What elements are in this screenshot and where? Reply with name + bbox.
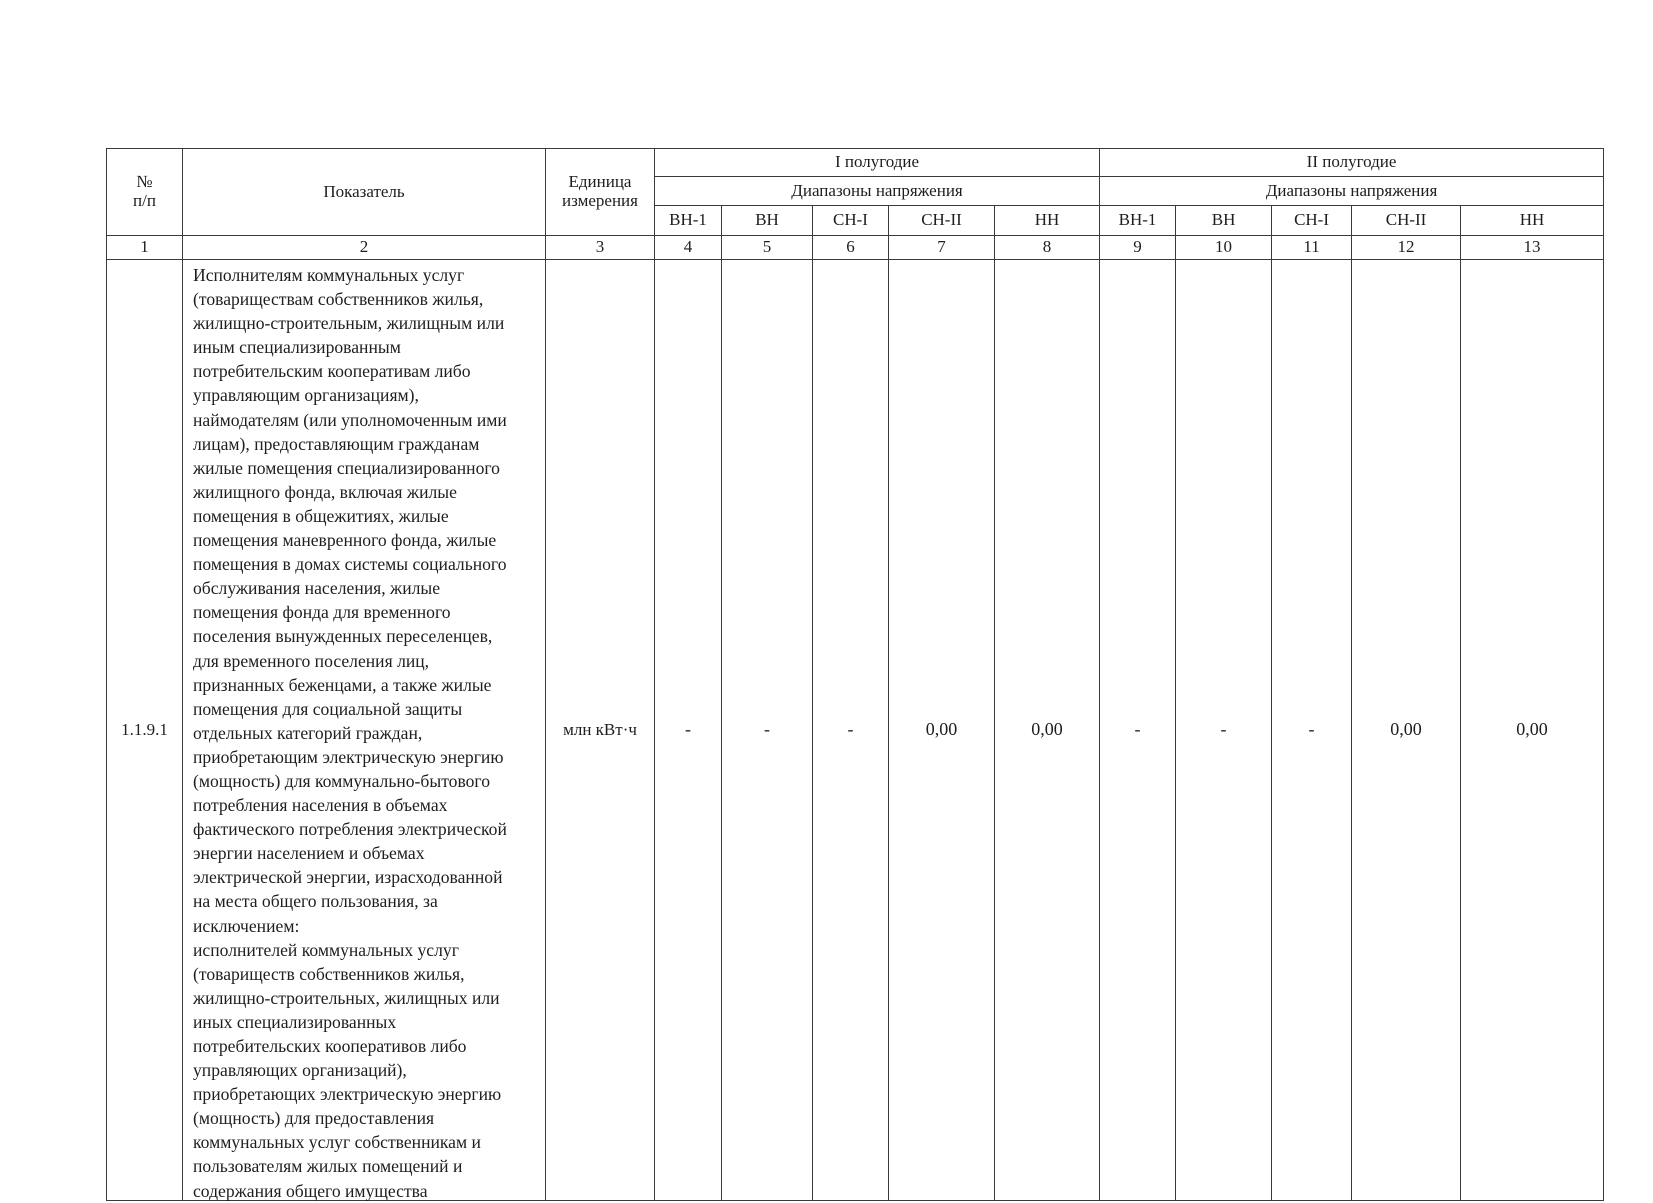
header-level: НН: [1461, 206, 1604, 236]
column-number-row: [107, 236, 1604, 260]
header-num-text: № п/п: [133, 172, 156, 210]
row-value: -: [813, 260, 889, 1201]
header-indicator: Показатель: [183, 149, 546, 236]
header-row-1: [107, 149, 1604, 177]
header-level: СН-I: [1272, 206, 1352, 236]
header-ranges-2: Диапазоны напряжения: [1100, 177, 1604, 206]
tariff-table: [106, 148, 1604, 1201]
row-value: 0,00: [889, 260, 995, 1201]
row-value: -: [1176, 260, 1272, 1201]
header-level: ВН: [1176, 206, 1272, 236]
header-level: ВН-1: [1100, 206, 1176, 236]
col-number: 1: [107, 236, 183, 260]
header-level: ВН-1: [655, 206, 722, 236]
tariff-table-sheet: [106, 148, 1603, 1201]
col-number: 10: [1176, 236, 1272, 260]
col-number: 9: [1100, 236, 1176, 260]
col-number: 13: [1461, 236, 1604, 260]
row-value: -: [722, 260, 813, 1201]
header-ranges-1: Диапазоны напряжения: [655, 177, 1100, 206]
col-number: 8: [995, 236, 1100, 260]
row-description-cell: [183, 260, 546, 1201]
col-number: 5: [722, 236, 813, 260]
header-num: [107, 149, 183, 236]
table-row: [107, 260, 1604, 1201]
header-level: НН: [995, 206, 1100, 236]
row-value: 0,00: [995, 260, 1100, 1201]
header-half-1: I полугодие: [655, 149, 1100, 177]
col-number: 6: [813, 236, 889, 260]
header-level: ВН: [722, 206, 813, 236]
header-half-2: II полугодие: [1100, 149, 1604, 177]
col-number: 2: [183, 236, 546, 260]
header-level: СН-I: [813, 206, 889, 236]
row-number: 1.1.9.1: [107, 260, 183, 1201]
row-value: -: [655, 260, 722, 1201]
row-value: 0,00: [1461, 260, 1604, 1201]
row-description: Исполнителям коммунальных услуг (товариществам собственников жилья, жилищно-строительным, жилищным или иным специализированным потребительским кооперативам либо управляющим организациям), наймодателям (или уполномоченным ими лицам), предоставляющим гражданам жилые помещения специализированного жилищного фонда, включая жилые помещения в общежитиях, жилые помещения маневренного фонда, жилые помещения в домах системы социального обслуживания населения, жилые помещения фонда для временного поселения вынужденных переселенцев, для временного поселения лиц, признанных беженцами, а также жилые помещения для социальной защиты отдельных категорий граждан, приобретающим электрическую энергию (мощность) для коммунально-бытового потребления населения в объемах фактического потребления электрической энергии населением и объемах электрической энергии, израсходованной на места общего пользования, за исключением: исполнителей коммунальных услуг (товариществ собственников жилья, жилищно-строительных, жилищных или иных специализированных потребительских кооперативов либо управляющих организаций), приобретающих электрическую энергию (мощность) для предоставления коммунальных услуг собственникам и пользователям жилых помещений и содержания общего имущества: [193, 265, 507, 1201]
col-number: 4: [655, 236, 722, 260]
col-number: 3: [546, 236, 655, 260]
row-value: -: [1100, 260, 1176, 1201]
col-number: 11: [1272, 236, 1352, 260]
col-number: 7: [889, 236, 995, 260]
row-unit: млн кВт·ч: [546, 260, 655, 1201]
row-value: 0,00: [1352, 260, 1461, 1201]
col-number: 12: [1352, 236, 1461, 260]
row-value: -: [1272, 260, 1352, 1201]
header-level: СН-II: [889, 206, 995, 236]
header-level: СН-II: [1352, 206, 1461, 236]
header-unit: Единица измерения: [546, 149, 655, 236]
